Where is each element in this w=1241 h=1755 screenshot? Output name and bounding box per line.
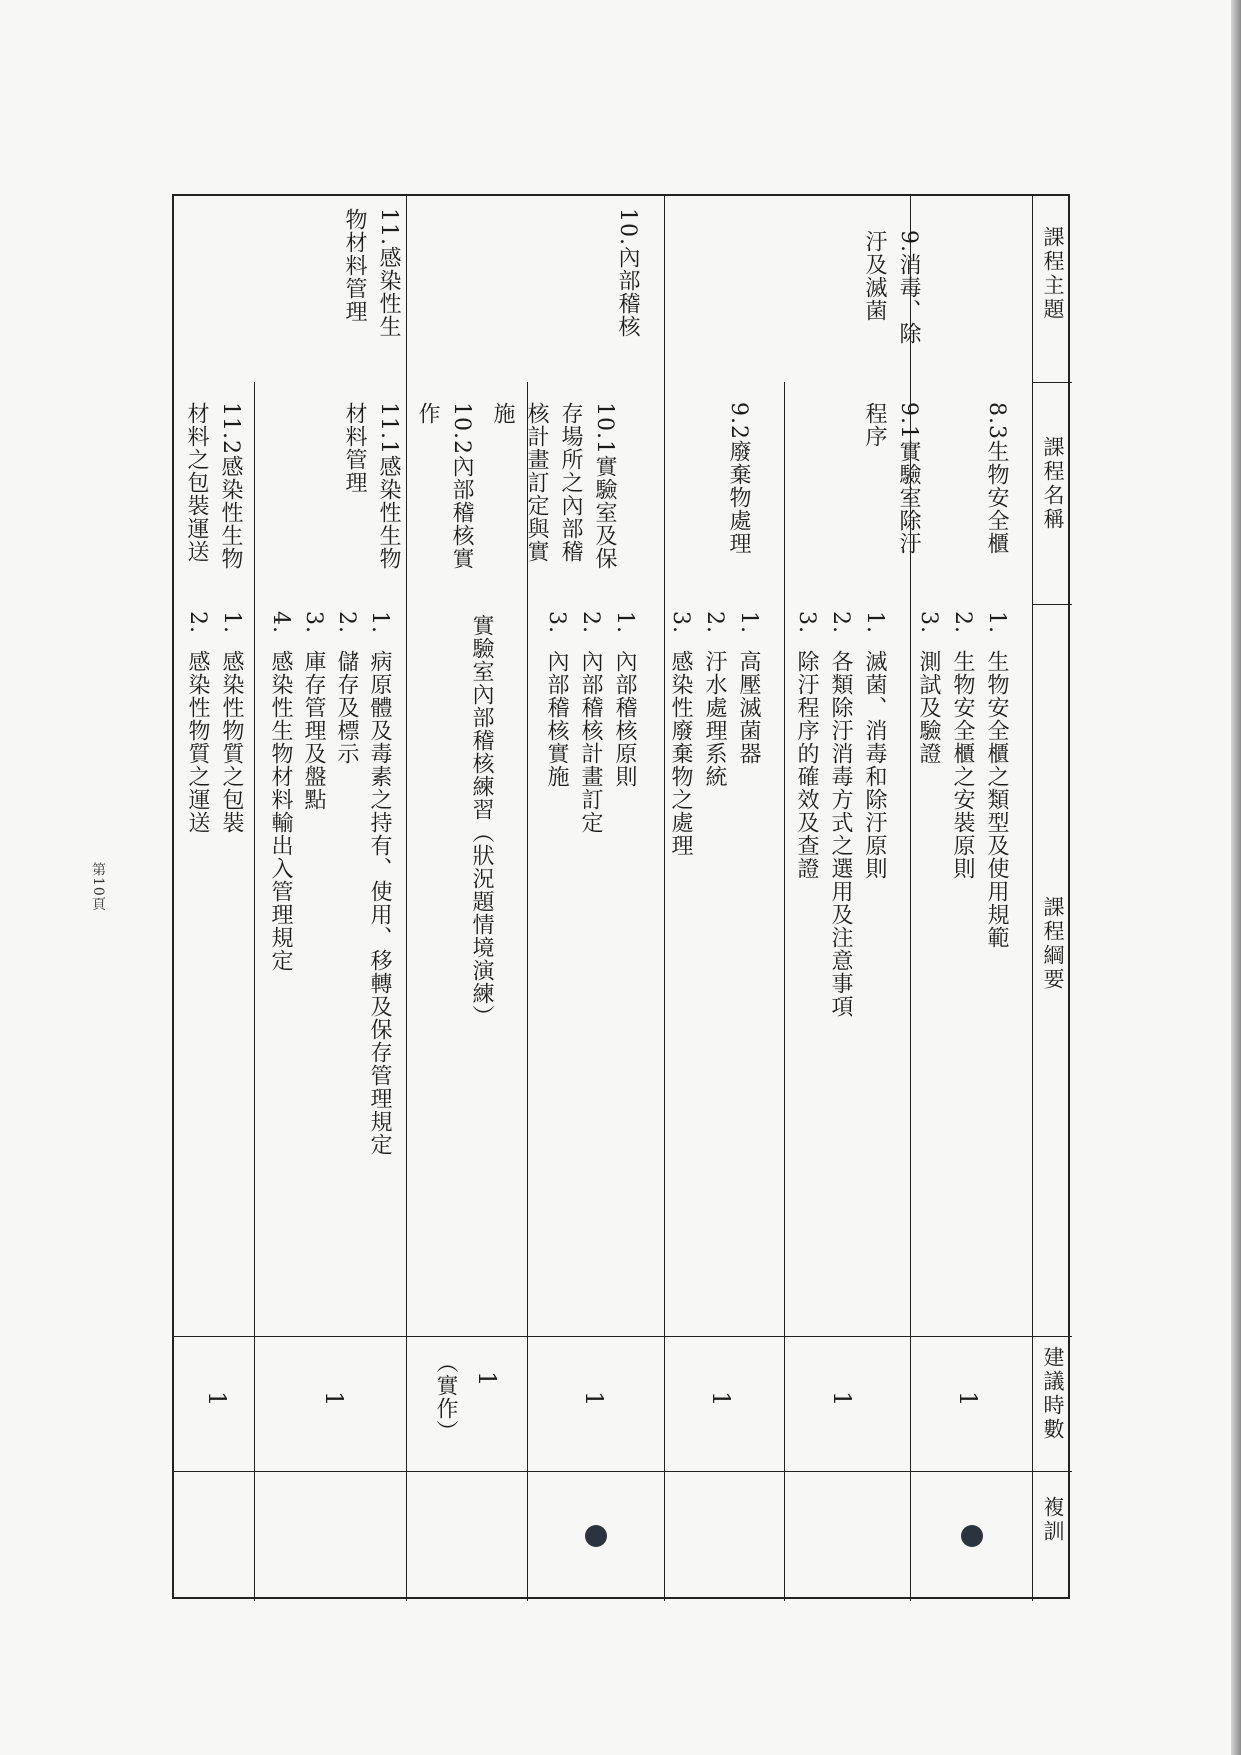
row-5-hours-note: （實作） (433, 1351, 458, 1443)
row-3-outline-2: 2. 汙水處理系統 (702, 611, 727, 788)
row-1-outline-1: 1. 生物安全櫃之類型及使用規範 (984, 611, 1009, 949)
row-6-topic: 11.感染性生 物材料管理 (342, 208, 401, 338)
row-6-hours: 1 (320, 1391, 348, 1408)
row-4-topic: 10.內部稽核 (615, 208, 640, 338)
row-1-outline-3: 3. 測試及驗證 (916, 611, 941, 765)
row-7-outline-2: 2. 感染性物質之運送 (185, 611, 210, 834)
row-4-name: 10.1實驗室及保 存場所之內部稽 核計畫訂定與實 施 (490, 402, 617, 570)
header-refresher: 複訓 (1041, 1496, 1065, 1544)
row-3-outline-3: 3. 感染性廢棄物之處理 (668, 611, 693, 857)
header-name: 課程名稱 (1041, 436, 1065, 532)
row-2-topic: 9.消毒、除 汙及滅菌 (862, 230, 921, 345)
row-2-name: 9.1實驗室除汙 程序 (862, 402, 921, 555)
row-5-hours: 1 (473, 1371, 501, 1388)
row-3-name: 9.2廢棄物處理 (726, 402, 751, 555)
row-4-refresher-dot (585, 1525, 607, 1547)
row-5-outline-1: 實驗室內部稽核練習（狀況題情境演練） (469, 614, 494, 1028)
course-table (172, 194, 1070, 1599)
row-1-hours: 1 (954, 1391, 982, 1408)
row-6-outline-3: 3. 庫存管理及盤點 (301, 611, 326, 811)
row-6-outline-4: 4. 感染性生物材料輸出入管理規定 (268, 611, 293, 972)
row-6-outline-1: 1. 病原體及毒素之持有、使用、移轉及保存管理規定 (367, 611, 392, 1156)
row-2-outline-2: 2. 各類除汙消毒方式之選用及注意事項 (828, 611, 853, 1018)
row-1-name: 8.3生物安全櫃 (984, 402, 1009, 555)
row-1-refresher-dot (961, 1525, 983, 1547)
header-hours: 建議時數 (1041, 1346, 1065, 1442)
row-7-outline-1: 1. 感染性物質之包裝 (219, 611, 244, 834)
row-3-outline-1: 1. 高壓滅菌器 (736, 611, 761, 765)
row-4-outline-1: 1. 內部稽核原則 (612, 611, 637, 788)
row-3-hours: 1 (707, 1391, 735, 1408)
row-2-outline-1: 1. 滅菌、消毒和除汙原則 (862, 611, 887, 880)
row-7-hours: 1 (203, 1391, 231, 1408)
row-7-name: 11.2感染性生物 材料之包裝運送 (184, 402, 243, 570)
scan-edge (1231, 0, 1241, 1755)
header-topic: 課程主題 (1041, 226, 1065, 322)
row-2-hours: 1 (828, 1391, 856, 1408)
row-6-name: 11.1感染性生物 材料管理 (342, 402, 401, 570)
row-1-outline-2: 2. 生物安全櫃之安裝原則 (950, 611, 975, 880)
row-4-outline-3: 3. 內部稽核實施 (544, 611, 569, 788)
row-5-name: 10.2內部稽核實 作 (415, 402, 474, 570)
row-6-outline-2: 2. 儲存及標示 (334, 611, 359, 765)
row-4-outline-2: 2. 內部稽核計畫訂定 (578, 611, 603, 834)
row-2-outline-3: 3. 除汙程序的確效及查證 (794, 611, 819, 880)
row-4-hours: 1 (580, 1391, 608, 1408)
header-outline: 課程綱要 (1041, 896, 1065, 992)
page-number: 第10頁 (90, 862, 106, 912)
